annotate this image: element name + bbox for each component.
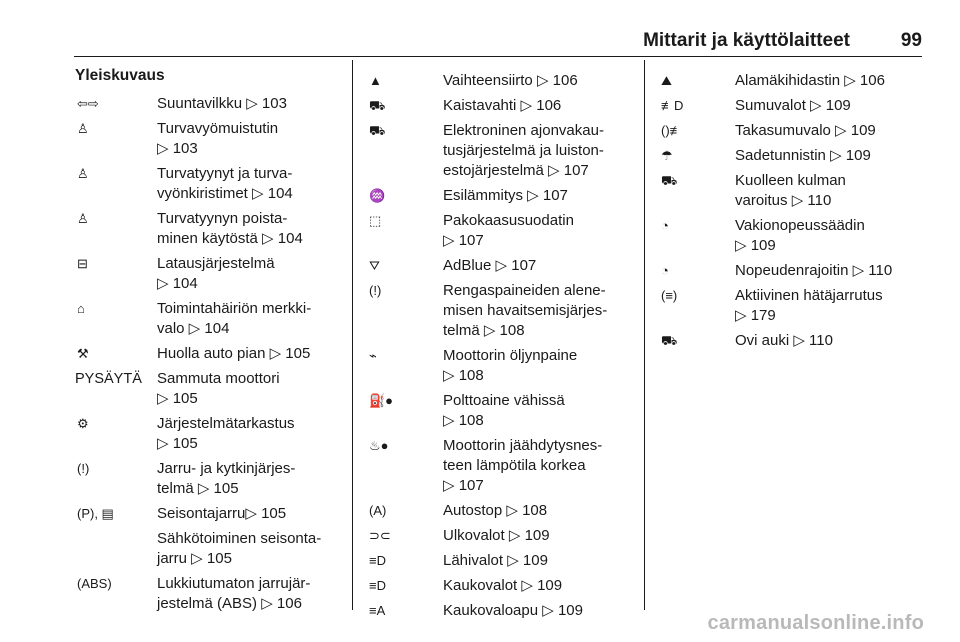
list-item: [659, 96, 921, 116]
high-beam-icon: ≡D: [369, 578, 386, 593]
item-label: Rengaspaineiden alene- misen havaitsemisjärjes- telmä ▷ 108: [443, 282, 608, 339]
item-label: Turvatyynyt ja turva- vyönkiristimet ▷ 104: [157, 165, 293, 202]
item-label: Autostop ▷ 108: [443, 502, 548, 519]
blind-spot-icon: ⛟: [661, 173, 678, 188]
system-check-icon: ⚙: [77, 416, 89, 431]
item-label: Moottorin jäähdytysnes- teen lämpötila korkea ▷ 107: [443, 437, 603, 494]
shift-arrow-icon: ▲: [369, 73, 382, 88]
list-item: [75, 414, 337, 454]
list-item: [75, 119, 337, 159]
list-item: [75, 369, 337, 409]
list-item: [367, 526, 629, 546]
list-item: [367, 601, 629, 621]
list-item: [367, 436, 629, 496]
airbag-deactivation-icon: ♙: [77, 211, 89, 226]
item-label: Pakokaasusuodatin ▷ 107: [443, 212, 574, 249]
item-label: Seisontajarru▷ 105: [157, 505, 287, 522]
item-label: Lähivalot ▷ 109: [443, 552, 548, 569]
exhaust-filter-icon: ⬚: [369, 213, 382, 228]
speed-limiter-icon: ◔: [661, 263, 669, 278]
item-label: AdBlue ▷ 107: [443, 257, 537, 274]
item-label: Turvavyömuistutin ▷ 103: [157, 120, 279, 157]
item-label: Kuolleen kulman varoitus ▷ 110: [735, 172, 846, 209]
header-rule: [74, 56, 922, 57]
emergency-braking-icon: (≡): [661, 288, 678, 303]
abs-icon: (ABS): [77, 576, 112, 591]
item-label: Sumuvalot ▷ 109: [735, 97, 851, 114]
list-item: [659, 261, 921, 281]
parking-brake-icon: (P), ▤: [77, 506, 114, 521]
list-item: [75, 94, 337, 114]
engine-malfunction-icon: ⌂: [77, 301, 85, 316]
item-label: Sammuta moottori ▷ 105: [157, 370, 280, 407]
item-label: Polttoaine vähissä ▷ 108: [443, 392, 565, 429]
list-item: [367, 281, 629, 341]
service-wrench-icon: ⚒: [77, 346, 89, 361]
watermark: carmanualsonline.info: [707, 612, 924, 634]
list-item: [75, 164, 337, 204]
door-open-icon: ⛟: [661, 333, 678, 348]
list-item: [367, 501, 629, 521]
hill-descent-icon: ⛰: [661, 73, 672, 88]
item-label: Suuntavilkku ▷ 103: [157, 95, 287, 112]
item-label: Jarru- ja kytkinjärjes- telmä ▷ 105: [157, 460, 296, 497]
list-item: [75, 254, 337, 294]
tire-pressure-icon: (!): [369, 283, 382, 298]
rear-fog-light-icon: ()≢: [661, 123, 683, 138]
list-item: [659, 216, 921, 256]
column-3: [659, 66, 921, 351]
list-item: [659, 286, 921, 326]
list-item: [659, 121, 921, 141]
item-label: Elektroninen ajonvakau- tusjärjestelmä ja luiston- estojärjestelmä ▷ 107: [443, 122, 604, 179]
list-item: [367, 211, 629, 251]
exterior-lights-icon: ⊃⊂: [369, 528, 391, 543]
item-label: Vakionopeussäädin ▷ 109: [735, 217, 865, 254]
list-item: [367, 576, 629, 596]
low-beam-icon: ≡D: [369, 553, 386, 568]
battery-icon: ⊟: [77, 256, 88, 271]
column-1-list: [75, 94, 337, 614]
column-divider-1: [352, 60, 353, 610]
section-title: Yleiskuvaus: [75, 67, 165, 84]
item-label: Sadetunnistin ▷ 109: [735, 147, 871, 164]
item-label: Vaihteensiirto ▷ 106: [443, 72, 578, 89]
item-label: Huolla auto pian ▷ 105: [157, 345, 311, 362]
item-label: Ulkovalot ▷ 109: [443, 527, 550, 544]
fog-lights-icon: ≢D: [661, 98, 684, 113]
list-item: [367, 121, 629, 181]
column-3-list: [659, 71, 921, 351]
item-label: Lukkiutumaton jarrujär- jestelmä (ABS) ▷ 106: [157, 575, 311, 612]
turn-signal-icon: ⇦⇨: [77, 96, 99, 111]
list-item: [659, 71, 921, 91]
cruise-control-icon: ◔: [661, 218, 669, 233]
low-fuel-icon: ⛽●: [369, 393, 394, 408]
airbag-icon: ♙: [77, 166, 89, 181]
list-item: [367, 96, 629, 116]
list-item: [367, 256, 629, 276]
list-item: [367, 186, 629, 206]
rain-sensor-icon: ☂: [661, 148, 673, 163]
item-label: Turvatyynyn poista- minen käytöstä ▷ 104: [157, 210, 303, 247]
item-label: Kaistavahti ▷ 106: [443, 97, 562, 114]
item-label: Nopeudenrajoitin ▷ 110: [735, 262, 893, 279]
item-label: Esilämmitys ▷ 107: [443, 187, 568, 204]
list-item: [367, 391, 629, 431]
column-divider-2: [644, 60, 645, 610]
list-item: [367, 71, 629, 91]
item-label: Aktiivinen hätäjarrutus ▷ 179: [735, 287, 883, 324]
list-item: [75, 209, 337, 249]
item-label: Moottorin öljynpaine ▷ 108: [443, 347, 578, 384]
lane-departure-icon: ⛟: [369, 98, 386, 113]
item-label: Järjestelmätarkastus ▷ 105: [157, 415, 295, 452]
coolant-temperature-icon: ♨●: [369, 438, 389, 453]
item-label: Kaukovaloapu ▷ 109: [443, 602, 583, 619]
list-item: [75, 504, 337, 524]
list-item: [75, 459, 337, 499]
autostop-icon: (A): [369, 503, 387, 518]
preheating-icon: ♒: [369, 188, 386, 203]
list-item: [367, 346, 629, 386]
seatbelt-reminder-icon: ♙: [77, 121, 89, 136]
item-label: Ovi auki ▷ 110: [735, 332, 833, 349]
item-label: Latausjärjestelmä ▷ 104: [157, 255, 275, 292]
column-1: [75, 66, 337, 614]
column-2: [367, 66, 629, 621]
list-item: [75, 529, 337, 569]
list-item: [75, 344, 337, 364]
item-label: Toimintahäiriön merkki- valo ▷ 104: [157, 300, 312, 337]
brake-clutch-icon: (!): [77, 461, 90, 476]
stability-control-icon: ⛟: [369, 123, 386, 138]
list-item: [367, 551, 629, 571]
item-label: Sähkötoiminen seisonta- jarru ▷ 105: [157, 530, 322, 567]
oil-pressure-icon: ⌁: [369, 348, 377, 363]
list-item: [659, 331, 921, 351]
stop-word: PYSÄYTÄ: [75, 371, 142, 387]
high-beam-assist-icon: ≡A: [369, 603, 386, 618]
item-label: Kaukovalot ▷ 109: [443, 577, 563, 594]
column-2-list: [367, 71, 629, 621]
adblue-icon: ⛛: [369, 258, 380, 273]
list-item: [659, 146, 921, 166]
list-item: [659, 171, 921, 211]
list-item: [75, 299, 337, 339]
icon-spacer: [75, 529, 157, 569]
page-number: 99: [900, 30, 922, 51]
page-title: Mittarit ja käyttölaitteet: [643, 30, 850, 51]
item-label: Alamäkihidastin ▷ 106: [735, 72, 885, 89]
list-item: [75, 574, 337, 614]
item-label: Takasumuvalo ▷ 109: [735, 122, 876, 139]
